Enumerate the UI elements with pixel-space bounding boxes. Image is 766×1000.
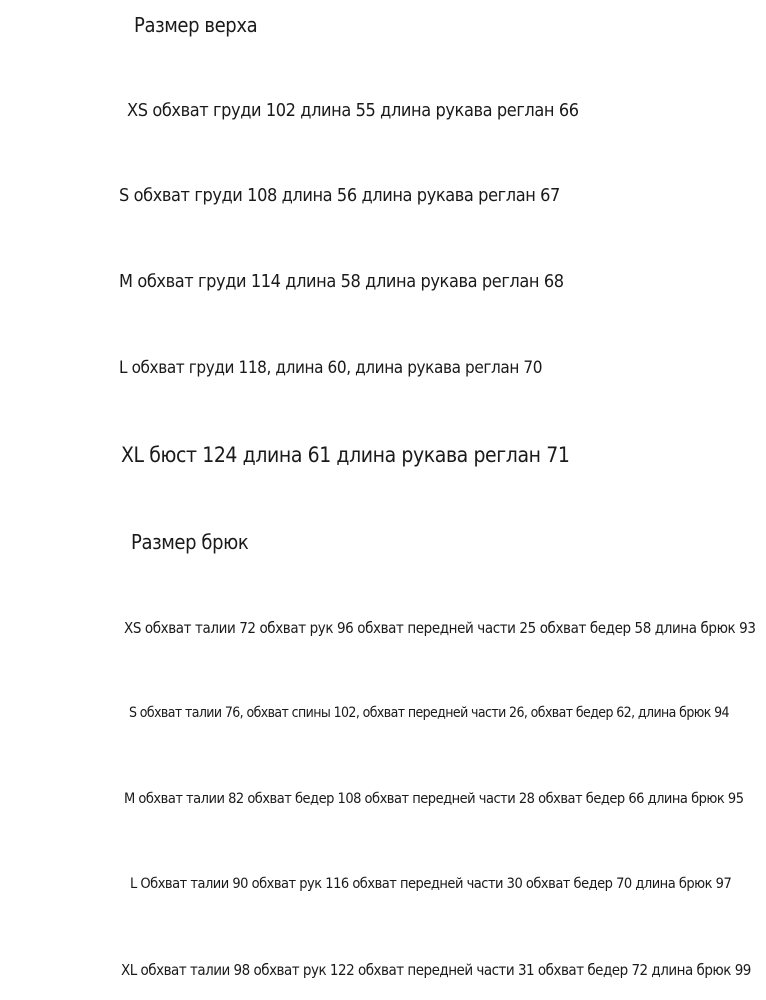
top-size-heading: Размер верха xyxy=(134,13,258,37)
top-size-row-xl: XL бюст 124 длина 61 длина рукава реглан 71 xyxy=(121,443,570,467)
pants-size-row-xs: XS обхват талии 72 обхват рук 96 обхват передней части 25 обхват бедер 58 длина брюк 93 xyxy=(124,619,756,637)
pants-size-row-m: M обхват талии 82 обхват бедер 108 обхват передней части 28 обхват бедер 66 длина брюк 95 xyxy=(124,791,744,807)
top-size-row-s: S обхват груди 108 длина 56 длина рукава реглан 67 xyxy=(119,185,560,206)
pants-size-heading: Размер брюк xyxy=(131,530,249,554)
top-size-row-m: M обхват груди 114 длина 58 длина рукава реглан 68 xyxy=(119,271,564,292)
top-size-row-l: L обхват груди 118, длина 60, длина рукава реглан 70 xyxy=(119,358,543,378)
pants-size-row-l: L Обхват талии 90 обхват рук 116 обхват передней части 30 обхват бедер 70 длина брюк 97 xyxy=(130,876,732,892)
top-size-row-xs: XS обхват груди 102 длина 55 длина рукава реглан 66 xyxy=(127,100,579,121)
pants-size-row-xl: XL обхват талии 98 обхват рук 122 обхват передней части 31 обхват бедер 72 длина брюк 99 xyxy=(121,961,751,979)
pants-size-row-s: S обхват талии 76, обхват спины 102, обхват передней части 26, обхват бедер 62, длина брюк 94 xyxy=(129,705,729,721)
